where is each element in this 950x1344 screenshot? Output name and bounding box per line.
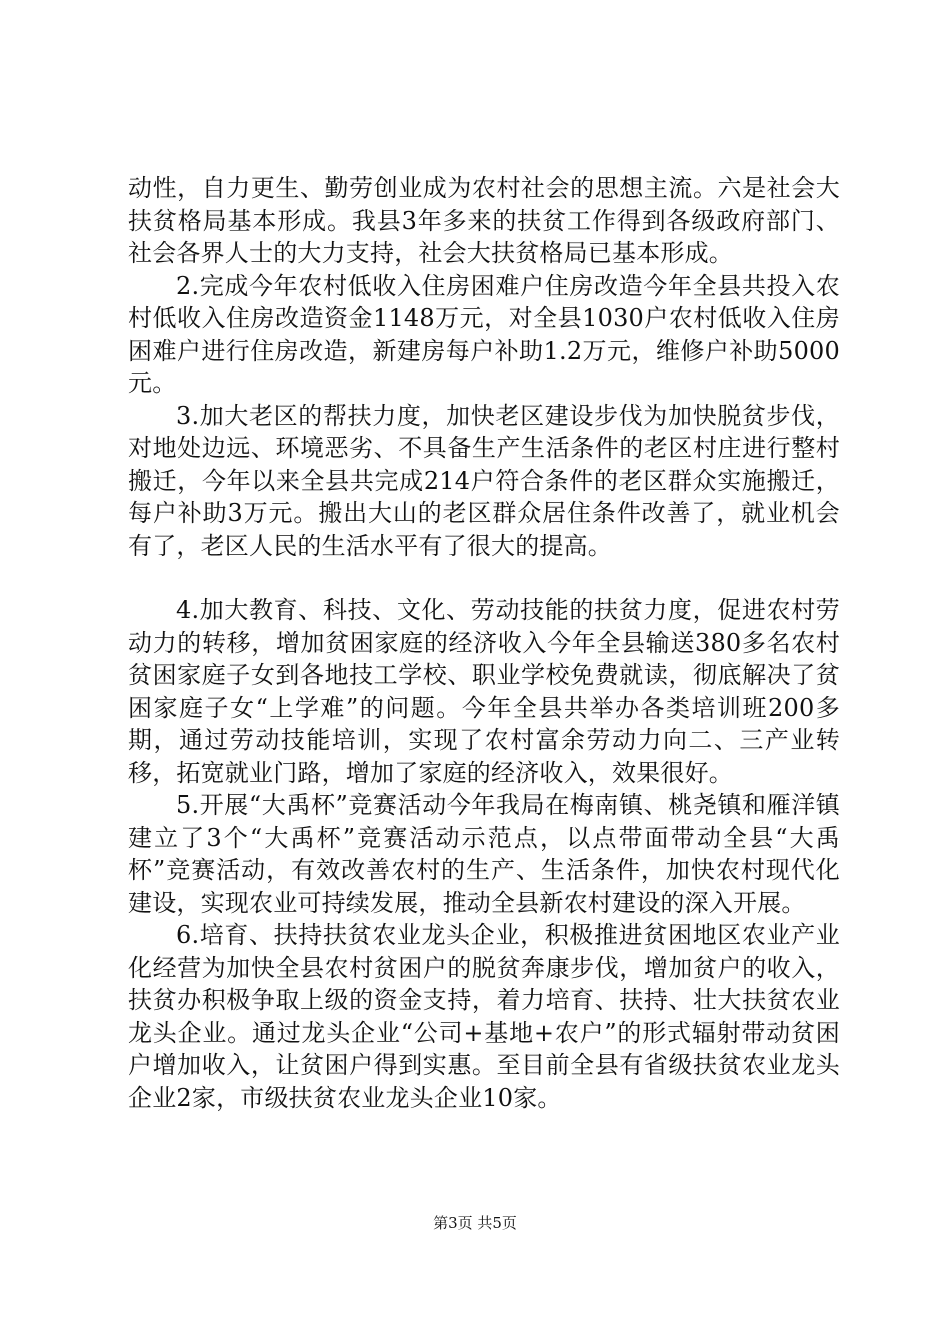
paragraph-item-6: 6.培育、扶持扶贫农业龙头企业，积极推进贫困地区农业产业化经营为加快全县农村贫困户的脱贫奔康步伐，增加贫户的收入，扶贫办积极争取上级的资金支持，着力培育、扶持、壮大扶贫农业龙头企业。通过龙头企业“公司+基地+农户”的形式辐射带动贫困户增加收入，让贫困户得到实惠。至目前全县有省级扶贫农业龙头企业2家，市级扶贫农业龙头企业10家。 [128,921,840,1112]
paragraph-continuation: 动性，自力更生、勤劳创业成为农村社会的思想主流。六是社会大扶贫格局基本形成。我县3年多来的扶贫工作得到各级政府部门、社会各界人士的大力支持，社会大扶贫格局已基本形成。 [128,174,840,267]
paragraph-item-2: 2.完成今年农村低收入住房困难户住房改造今年全县共投入农村低收入住房改造资金1148万元，对全县1030户农村低收入住房困难户进行住房改造，新建房每户补助1.2万元，维修户补助5000元。 [128,271,840,397]
paragraph-item-4: 4.加大教育、科技、文化、劳动技能的扶贫力度，促进农村劳动力的转移，增加贫困家庭的经济收入今年全县输送380多名农村贫困家庭子女到各地技工学校、职业学校免费就读，彻底解决了贫困家庭子女“上学难”的问题。今年全县共举办各类培训班200多期，通过劳动技能培训，实现了农村富余劳动力向二、三产业转移，拓宽就业门路，增加了家庭的经济收入，效果很好。 [128,596,840,787]
paragraph-item-3: 3.加大老区的帮扶力度，加快老区建设步伐为加快脱贫步伐，对地处边远、环境恶劣、不具备生产生活条件的老区村庄进行整村搬迁，今年以来全县共完成214户符合条件的老区群众实施搬迁，每户补助3万元。搬出大山的老区群众居住条件改善了，就业机会有了，老区人民的生活水平有了很大的提高。 [128,401,840,560]
document-body [128,172,840,1114]
paragraph-spacer [128,562,840,594]
paragraph-item-5: 5.开展“大禹杯”竞赛活动今年我局在梅南镇、桃尧镇和雁洋镇建立了3个“大禹杯”竞赛活动示范点，以点带面带动全县“大禹杯”竞赛活动，有效改善农村的生产、生活条件，加快农村现代化建设，实现农业可持续发展，推动全县新农村建设的深入开展。 [128,791,840,917]
page-number-footer: 第3页 共5页 [433,1214,517,1232]
